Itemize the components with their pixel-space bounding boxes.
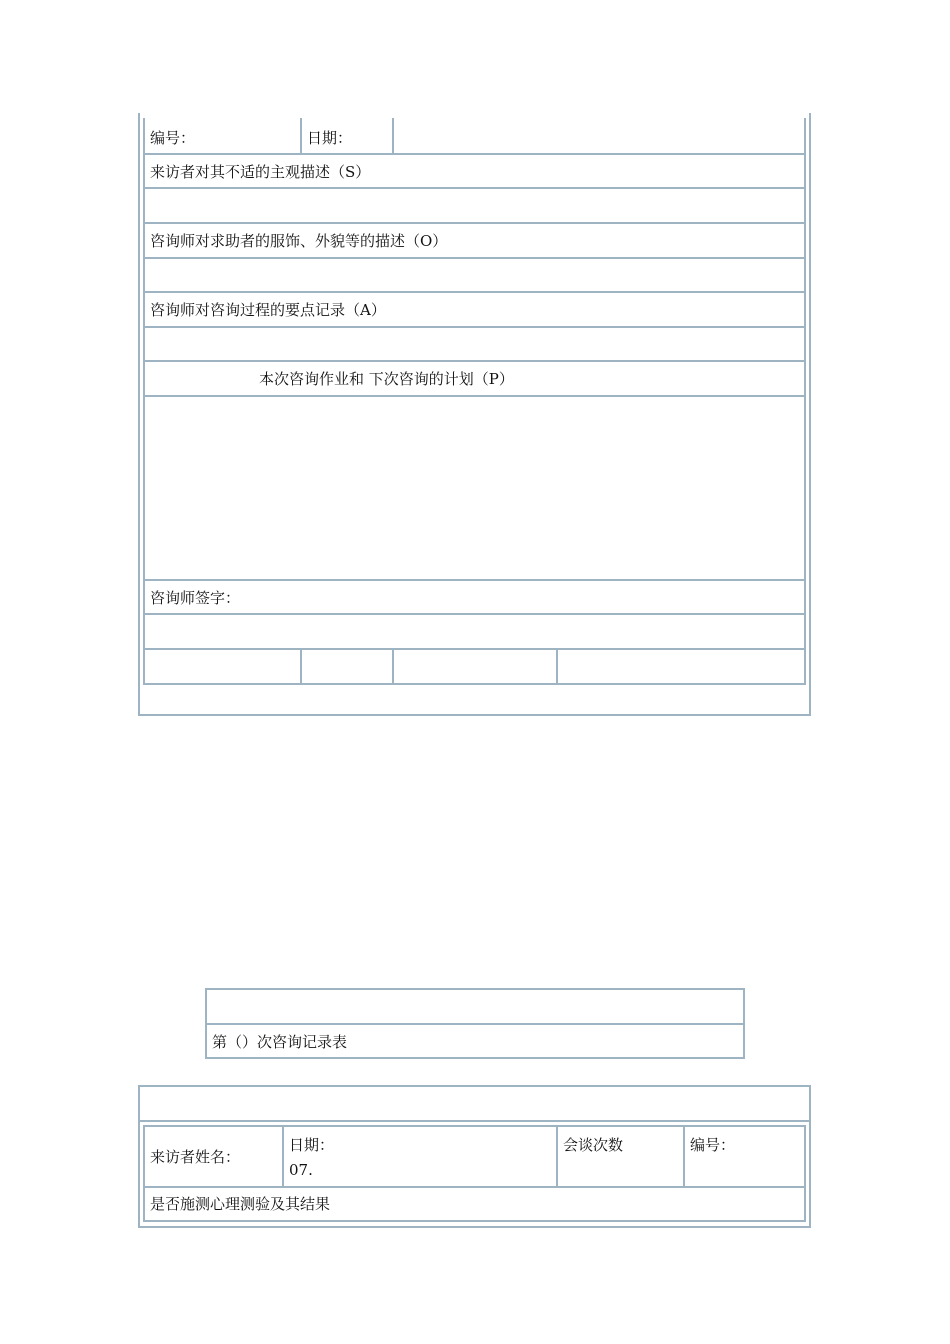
outer-frame-left	[138, 1085, 140, 1228]
col-divider	[392, 648, 394, 685]
date-label: 日期：	[289, 1136, 335, 1154]
col-divider	[300, 118, 302, 154]
record-form-title: 第（）次咨询记录表	[212, 1033, 348, 1051]
row-line	[143, 395, 806, 397]
outer-frame-bottom	[138, 714, 811, 716]
outer-frame-right	[809, 113, 811, 716]
visitor-name-label: 来访者姓名：	[150, 1148, 241, 1166]
objective-description-label: 咨询师对求助者的服饰、外貌等的描述（O）	[150, 232, 448, 250]
col-divider	[300, 648, 302, 685]
title-box-mid	[205, 1023, 745, 1025]
session-count-label: 会谈次数	[563, 1136, 624, 1154]
row-line	[143, 326, 806, 328]
counselor-signature-label: 咨询师签字：	[150, 589, 241, 607]
date-value: 07.	[289, 1161, 313, 1179]
row-line	[143, 222, 806, 224]
outer-frame-top	[138, 1085, 811, 1087]
row-line	[143, 648, 806, 650]
record-form-bottom	[0, 1080, 950, 1240]
inner-frame-right	[804, 118, 806, 685]
row-line	[143, 360, 806, 362]
row-line	[143, 613, 806, 615]
col-divider	[282, 1125, 284, 1187]
inner-frame-left	[143, 118, 145, 685]
col-divider	[556, 1125, 558, 1187]
record-form-title-box	[0, 980, 950, 1070]
title-box-right	[743, 988, 745, 1059]
row-line	[143, 153, 806, 155]
inner-left	[143, 1125, 145, 1222]
inner-right	[804, 1125, 806, 1222]
inner-row-line	[143, 1186, 806, 1188]
number-label: 编号：	[150, 129, 196, 147]
outer-frame-left	[138, 113, 140, 716]
psych-test-label: 是否施测心理测验及其结果	[150, 1195, 331, 1213]
col-divider	[556, 648, 558, 685]
row-line	[143, 187, 806, 189]
outer-frame-bottom-line	[138, 1226, 811, 1228]
plan-label: 本次咨询作业和 下次咨询的计划（P）	[259, 370, 514, 388]
inner-top	[143, 1125, 806, 1127]
row-line	[143, 257, 806, 259]
row-line	[143, 579, 806, 581]
outer-frame-right	[809, 1085, 811, 1228]
date-label: 日期：	[307, 129, 353, 147]
row-line	[143, 291, 806, 293]
subjective-description-label: 来访者对其不适的主观描述（S）	[150, 163, 371, 181]
outer-frame-divider	[138, 1120, 811, 1122]
number-label: 编号：	[690, 1136, 736, 1154]
title-box-bottom	[205, 1057, 745, 1059]
col-divider	[392, 118, 394, 154]
col-divider	[683, 1125, 685, 1187]
inner-bottom	[143, 1220, 806, 1222]
title-box-top	[205, 988, 745, 990]
row-line	[143, 683, 806, 685]
assessment-record-label: 咨询师对咨询过程的要点记录（A）	[150, 301, 386, 319]
title-box-left	[205, 988, 207, 1059]
